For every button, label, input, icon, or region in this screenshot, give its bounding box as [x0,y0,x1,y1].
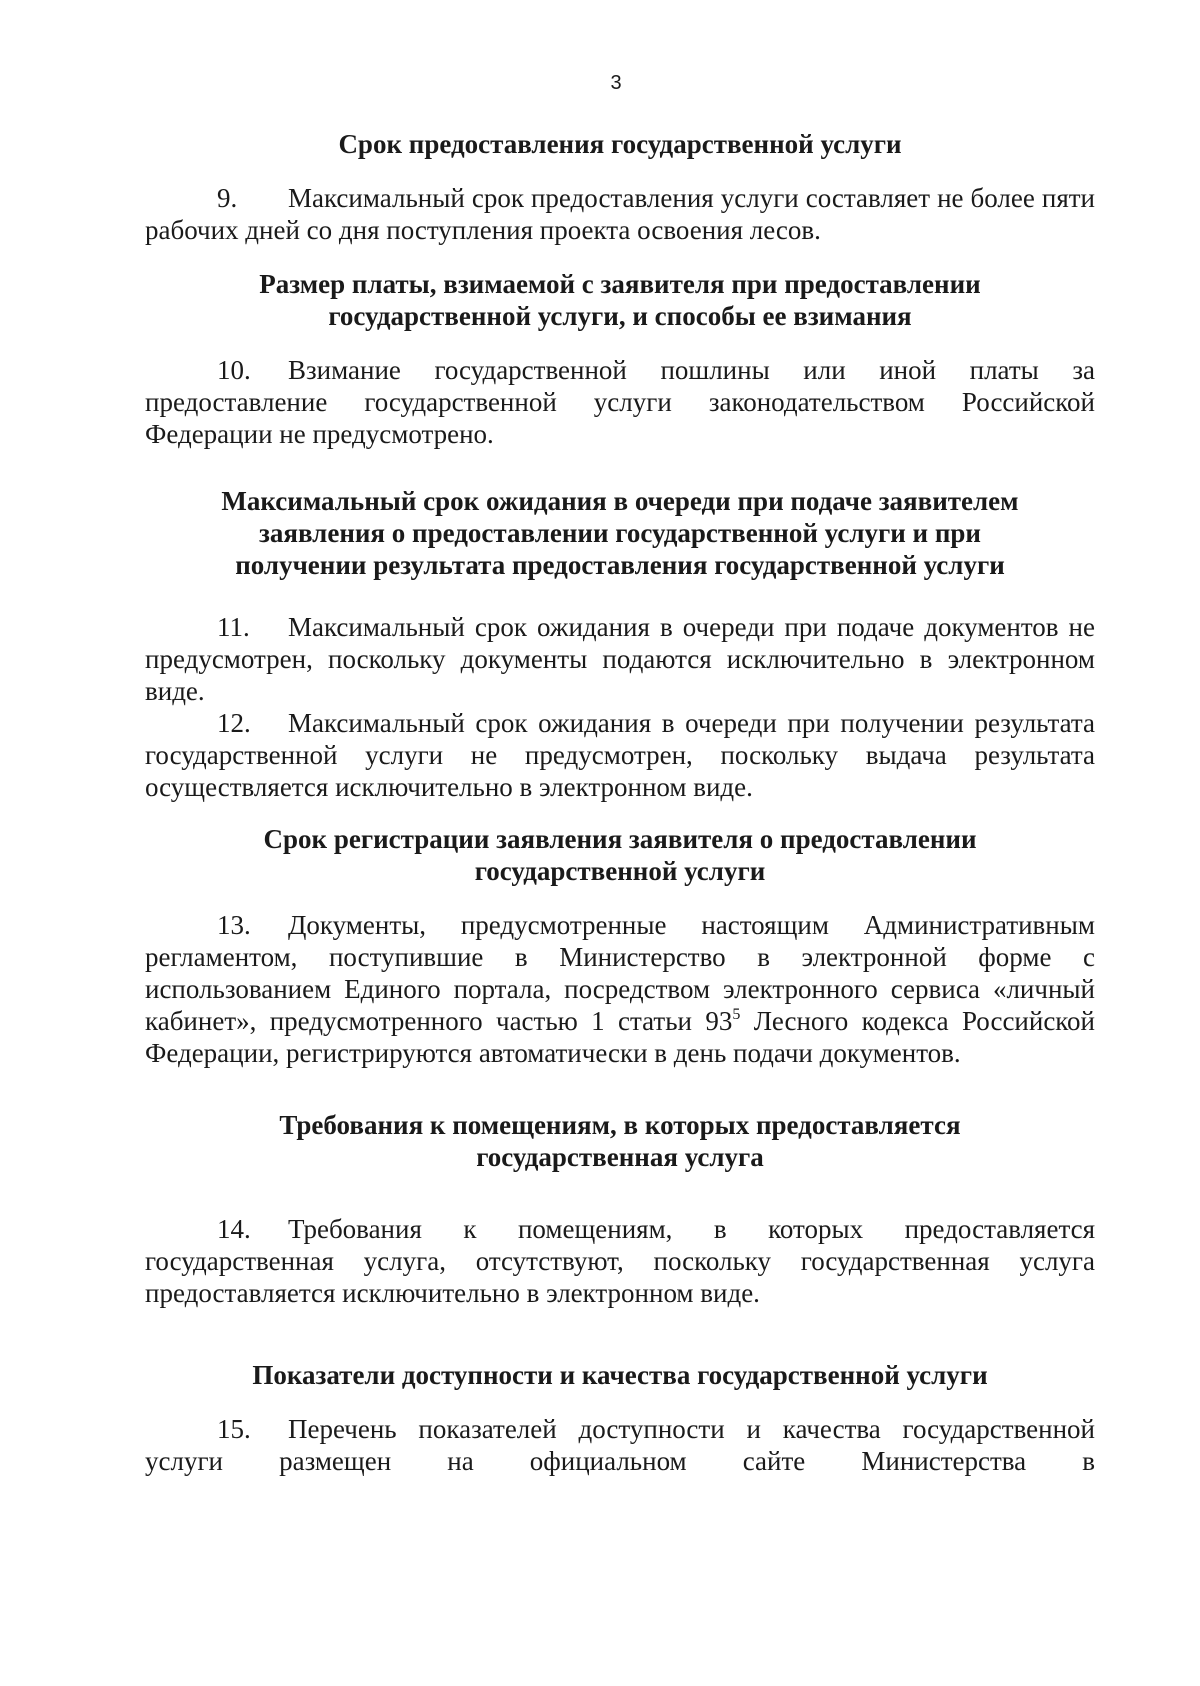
heading-line: государственной услуги, и способы ее взимания [328,301,912,331]
paragraph-number: 9. [217,183,238,213]
heading-line: Срок регистрации заявления заявителя о предоставлении [263,824,977,854]
paragraph-number: 15. [217,1414,251,1444]
heading-line: государственной услуги [474,856,766,886]
paragraph-text: Перечень показателей доступности и качества государственной услуги размещен на официальном сайте Министерства в [145,1414,1095,1476]
heading-line: Требования к помещениям, в которых предоставляется [279,1110,961,1140]
paragraph-text: Максимальный срок ожидания в очереди при подаче документов не предусмотрен, поскольку документы подаются исключительно в электронном виде. [145,612,1095,706]
section-heading-service-term: Срок предоставления государственной услуги [338,129,902,159]
paragraph-15 [145,1413,1095,1477]
superscript: 5 [732,1006,741,1023]
paragraph-number: 14. [217,1214,251,1244]
section-heading-fee [145,268,1095,332]
document-body [145,128,1095,1477]
paragraph-number: 12. [217,708,251,738]
heading-line: Размер платы, взимаемой с заявителя при предоставлении [259,269,981,299]
heading-line: получении результата предоставления государственной услуги [235,550,1005,580]
section-heading-queue-time [145,485,1095,581]
paragraph-text: Документы, предусмотренные настоящим Административным регламентом, поступившие в Министерство в электронной форме с использованием Единого портала, посредством электронного сервиса «личный кабинет», предусмотренного частью 1 статьи 93 [145,910,1095,1036]
paragraph-13 [145,909,1095,1069]
paragraph-number: 11. [217,612,250,642]
heading-line: государственная услуга [476,1142,764,1172]
paragraph-text-continued: Лесного кодекса Российской Федерации, регистрируются автоматически в день подачи документов. [145,1006,1095,1068]
paragraph-14 [145,1213,1095,1309]
page-number: 3 [610,72,622,94]
paragraph-12 [145,707,1095,803]
paragraph-text: Максимальный срок предоставления услуги составляет не более пяти рабочих дней со дня поступления проекта освоения лесов. [145,183,1095,245]
section-heading-availability: Показатели доступности и качества государственной услуги [252,1360,988,1390]
paragraph-11 [145,611,1095,707]
paragraph-text: Требования к помещениям, в которых предоставляется государственная услуга, отсутствуют, поскольку государственная услуга предоставляется исключительно в электронном виде. [145,1214,1095,1308]
paragraph-number: 13. [217,910,251,940]
heading-line: Максимальный срок ожидания в очереди при подаче заявителем [221,486,1019,516]
section-heading-registration-term [145,823,1095,887]
paragraph-text: Максимальный срок ожидания в очереди при получении результата государственной услуги не предусмотрен, поскольку выдача результата осуществляется исключительно в электронном виде. [145,708,1095,802]
section-heading-premises [145,1109,1095,1173]
paragraph-10 [145,354,1095,450]
paragraph-number: 10. [217,355,251,385]
paragraph-text: Взимание государственной пошлины или иной платы за предоставление государственной услуги законодательством Российской Федерации не предусмотрено. [145,355,1095,449]
paragraph-9 [145,182,1095,246]
heading-line: заявления о предоставлении государственной услуги и при [259,518,981,548]
